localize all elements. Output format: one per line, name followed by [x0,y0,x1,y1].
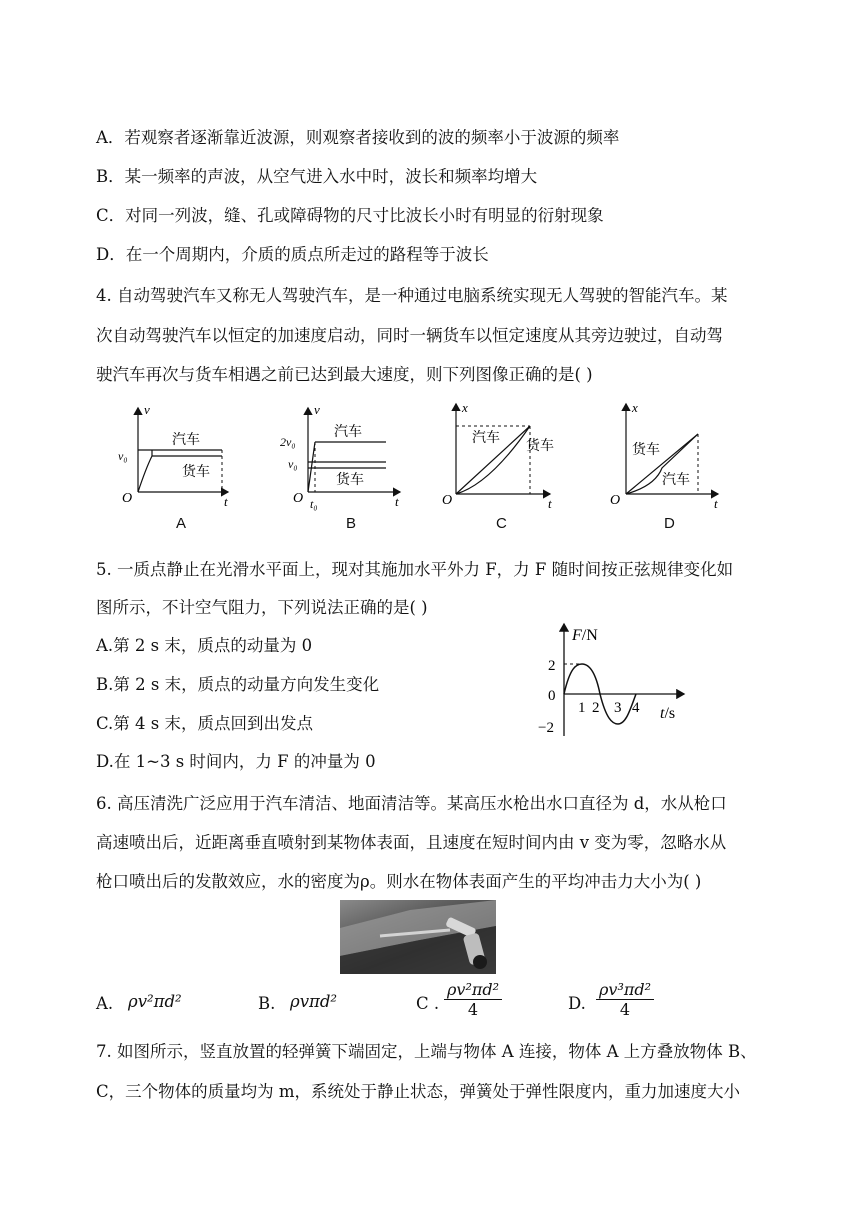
fig-a-v: v [144,402,150,417]
fig-b-t: t [395,494,399,509]
fig-b-v0: v₀ [288,457,298,471]
q6-option-a-label: A. [96,994,114,1013]
figure-a [118,402,228,509]
figure-c [442,400,554,511]
q5-option-b: B.第 2 s 末，质点的动量方向发生变化 [96,675,380,694]
q3-option-a: A．若观察者逐渐靠近波源，则观察者接收到的波的频率小于波源的频率 [96,128,620,147]
fig-a-v0: v₀ [118,449,128,463]
figure-d [610,400,718,511]
fig-d-car: 汽车 [662,473,690,488]
fig-b-v: v [314,402,320,417]
graph-x-label: t/s [660,705,676,722]
q6-option-a-expr: ρv²πd² [128,992,182,1011]
q5-option-c: C.第 4 s 末，质点回到出发点 [96,714,313,733]
fig-c-origin: O [442,493,453,508]
q6-stem-line-2: 高速喷出后，近距离垂直喷射到某物体表面，且速度在短时间内由 v 变为零，忽略水从 [96,833,727,852]
fig-c-t: t [548,496,552,511]
fig-b-origin: O [293,491,304,506]
fig-a-car: 汽车 [172,433,200,448]
q5-stem-line-2: 图所示，不计空气阻力，下列说法正确的是( ) [96,598,428,617]
fig-b-car: 汽车 [334,425,362,440]
q6-option-d-label: D. [568,994,586,1013]
fig-d-x: x [632,400,638,415]
graph-y-label: F/N [572,627,598,644]
pressure-washer-photo [340,900,496,974]
fig-c-x: x [462,400,468,415]
q6-option-d-numerator: ρv³πd² [596,980,654,1000]
q6-option-b-expr: ρvπd² [290,992,338,1011]
fig-a-t: t [224,494,228,509]
q6-option-c-denominator: 4 [467,1000,479,1019]
fig-label-d: D [664,515,675,532]
fig-d-t: t [714,496,718,511]
q7-stem-line-2: C，三个物体的质量均为 m，系统处于静止状态，弹簧处于弹性限度内，重力加速度大小 [96,1082,741,1101]
fig-label-c: C [496,515,507,532]
fig-label-b: B [346,515,357,532]
q7-stem-line-1: 7. 如图所示，竖直放置的轻弹簧下端固定，上端与物体 A 连接，物体 A 上方叠放物体 B、 [96,1042,757,1061]
q5-option-d: D.在 1~3 s 时间内，力 F 的冲量为 0 [96,752,376,771]
q4-stem-line-1: 4. 自动驾驶汽车又称无人驾驶汽车，是一种通过电脑系统实现无人驾驶的智能汽车。某 [96,286,728,305]
graph-tick-x-3: 3 [614,700,622,716]
q5-stem-line-1: 5. 一质点静止在光滑水平面上，现对其施加水平外力 F，力 F 随时间按正弦规律变化如 [96,560,734,579]
q6-option-c-fraction [444,980,502,1019]
fig-a-truck: 货车 [182,465,210,480]
q6-stem-line-1: 6. 高压清洗广泛应用于汽车清洁、地面清洁等。某高压水枪出水口直径为 d，水从枪口 [96,794,727,813]
q4-stem-line-3: 驶汽车再次与货车相遇之前已达到最大速度，则下列图像正确的是( ) [96,365,593,384]
q5-option-a: A.第 2 s 末，质点的动量为 0 [96,636,313,655]
q6-option-c-numerator: ρv²πd² [444,980,502,1000]
fig-d-truck: 货车 [632,443,660,458]
fig-c-truck: 货车 [526,439,554,454]
q6-option-d-fraction [596,980,654,1019]
q6-option-c-label: C . [416,994,440,1013]
q6-stem-line-3: 枪口喷出后的发散效应，水的密度为ρ。则水在物体表面产生的平均冲击力大小为( ) [96,872,702,891]
fig-b-t0: t₀ [310,497,318,511]
q6-option-b-label: B. [258,994,276,1013]
q3-option-c: C．对同一列波，缝、孔或障碍物的尺寸比波长小时有明显的衍射现象 [96,206,604,225]
fig-label-a: A [176,515,187,532]
graph-tick-x-4: 4 [632,700,640,716]
graph-tick-y-neg2: −2 [538,720,554,736]
graph-tick-x-1: 1 [578,700,586,716]
fig-c-car: 汽车 [472,431,500,446]
graph-tick-y-0: 0 [548,688,556,704]
q5-force-graph [530,618,700,744]
q3-option-d: D．在一个周期内，介质的质点所走过的路程等于波长 [96,245,489,264]
q4-figures [110,398,750,538]
figure-b [280,402,400,511]
graph-tick-y-2: 2 [548,658,556,674]
q4-stem-line-2: 次自动驾驶汽车以恒定的加速度启动，同时一辆货车以恒定速度从其旁边驶过，自动驾 [96,326,723,345]
graph-tick-x-2: 2 [592,700,600,716]
q3-option-b: B．某一频率的声波，从空气进入水中时，波长和频率均增大 [96,167,538,186]
q6-option-d-denominator: 4 [619,1000,631,1019]
fig-a-origin: O [122,491,133,506]
fig-b-2v0: 2v₀ [280,435,296,449]
fig-d-origin: O [610,493,621,508]
fig-b-truck: 货车 [336,473,364,488]
